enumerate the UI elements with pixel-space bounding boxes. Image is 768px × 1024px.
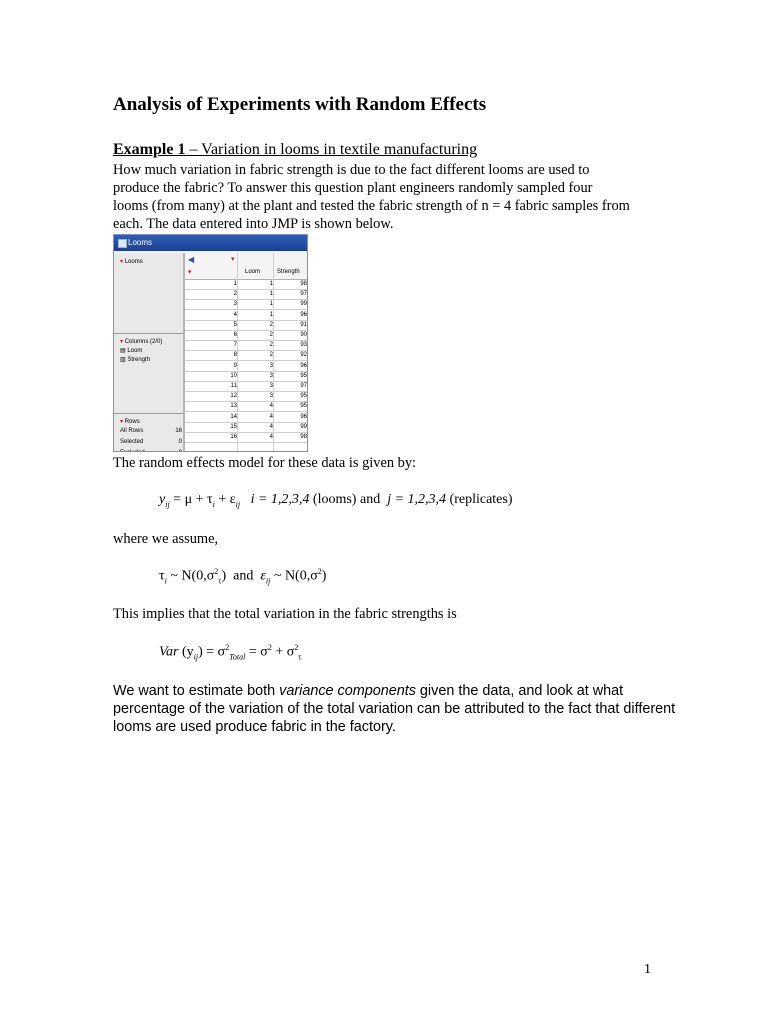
row-stat-label: All Rows (120, 428, 144, 434)
table-row[interactable] (185, 413, 308, 423)
row-number[interactable]: 2 (233, 291, 237, 298)
eq-term: ~ N(0,σ (270, 568, 318, 584)
closing-line: looms are used produce fabric in the factory. (113, 719, 396, 735)
table-row[interactable] (185, 290, 308, 300)
model-intro: The random effects model for these data is given by: (113, 455, 417, 471)
eq-text: (looms) and (309, 492, 384, 507)
example-text: Variation in looms in textile manufacturing (201, 141, 478, 158)
table-row[interactable] (185, 382, 308, 392)
eq-term: τ (159, 568, 165, 584)
eq-term: (y (178, 644, 194, 660)
strength-cell[interactable]: 98 (300, 281, 307, 287)
row-number[interactable]: 3 (233, 301, 237, 308)
strength-cell[interactable]: 95 (300, 403, 307, 410)
jmp-window-title: Looms (128, 238, 153, 247)
table-row[interactable] (185, 280, 308, 290)
grid-column-divider (273, 253, 274, 452)
page-title: Analysis of Experiments with Random Effects (113, 94, 487, 115)
example-dash: – (185, 141, 202, 158)
example-heading (113, 141, 477, 159)
eq-term: ε (260, 568, 266, 584)
intro-line: produce the fabric? To answer this question plant engineers randomly sampled four (113, 180, 593, 196)
row-stat-excluded (120, 450, 182, 452)
row-number[interactable]: 9 (233, 362, 237, 369)
strength-cell[interactable]: 95 (300, 372, 307, 379)
table-row[interactable] (185, 402, 308, 412)
table-panel-label: Looms (124, 259, 143, 265)
row-number[interactable]: 15 (230, 423, 237, 430)
table-row[interactable] (185, 392, 308, 402)
eq-superscript: 2 (317, 567, 322, 576)
row-stat-value: 16 (175, 428, 182, 434)
intro-line: looms (from many) at the plant and tested the fabric strength of n = 4 fabric samples from (113, 198, 630, 214)
jmp-data-window (113, 234, 308, 452)
loom-cell[interactable]: 2 (269, 342, 273, 349)
select-left-triangle-icon[interactable]: ◀ (188, 255, 195, 264)
table-row[interactable] (185, 372, 308, 382)
disclosure-triangle-icon[interactable]: ▾ (120, 419, 124, 425)
variance-equation (159, 643, 301, 661)
eq-subscript: ij (235, 499, 241, 509)
eq-term: Var (159, 644, 179, 660)
eq-term: + ε (214, 492, 236, 507)
example-label: Example 1 (113, 141, 186, 158)
table-row[interactable] (185, 300, 308, 310)
strength-cell[interactable]: 96 (300, 362, 307, 369)
eq-text: and (233, 568, 254, 584)
eq-term: = σ (245, 644, 268, 660)
rows-panel-header[interactable] (120, 418, 140, 425)
loom-cell[interactable]: 1 (269, 281, 273, 287)
jmp-side-panel (114, 253, 183, 452)
loom-cell[interactable]: 1 (269, 291, 273, 298)
eq-superscript: 2 (294, 643, 299, 652)
loom-cell[interactable]: 4 (269, 434, 273, 440)
row-number[interactable]: 14 (230, 413, 237, 420)
loom-cell[interactable]: 3 (269, 383, 273, 389)
row-number[interactable]: 12 (230, 393, 237, 400)
table-row[interactable] (185, 311, 308, 321)
closing-line: percentage of the variation of the total variation can be attributed to the fact that different (113, 701, 676, 717)
columns-panel-header[interactable] (120, 338, 162, 345)
row-number[interactable]: 5 (233, 321, 237, 328)
eq-subscript: τ (298, 652, 302, 662)
row-number[interactable]: 11 (230, 383, 237, 389)
intro-paragraph (113, 161, 661, 233)
table-row[interactable] (185, 321, 308, 331)
strength-cell[interactable]: 90 (300, 332, 307, 338)
closing-line (113, 682, 675, 700)
column-header-loom[interactable]: Loom (245, 269, 261, 275)
row-number[interactable]: 1 (233, 281, 237, 287)
loom-cell[interactable]: 4 (269, 403, 273, 410)
loom-cell[interactable]: 4 (269, 413, 273, 420)
eq-index-range: j = 1,2,3,4 (387, 492, 447, 507)
intro-line: each. The data entered into JMP is shown below. (113, 216, 394, 232)
nominal-column-icon: ▤ (120, 348, 126, 354)
panel-divider (114, 413, 183, 414)
row-stat-selected (120, 439, 182, 445)
eq-term: = μ + τ (169, 492, 213, 507)
strength-cell[interactable]: 92 (300, 352, 307, 359)
model-equation (159, 492, 513, 509)
row-number[interactable]: 7 (233, 342, 237, 349)
eq-index-range: i = 1,2,3,4 (250, 492, 310, 507)
panel-divider (114, 333, 183, 334)
intro-line: How much variation in fabric strength is due to the fact different looms are used to (113, 162, 590, 178)
column-item-loom[interactable] (120, 347, 142, 354)
page-number: 1 (644, 962, 651, 977)
eq-term: ) = σ (198, 644, 226, 660)
eq-subscript: i (212, 499, 215, 509)
loom-cell[interactable]: 1 (269, 311, 273, 318)
eq-subscript: i (164, 576, 167, 586)
disclosure-triangle-icon[interactable]: ▾ (120, 339, 124, 345)
loom-cell[interactable]: 2 (269, 332, 273, 338)
eq-subscript: Total (229, 652, 246, 662)
closing-emphasis: variance components (279, 683, 416, 699)
loom-cell[interactable]: 4 (269, 423, 273, 430)
eq-subscript: ij (193, 652, 199, 662)
row-number[interactable]: 10 (230, 372, 237, 379)
column-menu-triangle-icon[interactable]: ▾ (231, 256, 235, 263)
column-item-label: Loom (127, 348, 143, 354)
assumption-equation (159, 567, 326, 585)
loom-cell[interactable]: 2 (269, 321, 273, 328)
strength-cell[interactable]: 96 (300, 413, 307, 420)
closing-text: given the data, and look at what (415, 683, 624, 699)
loom-cell[interactable]: 1 (269, 301, 273, 308)
row-stat-label (120, 450, 145, 452)
eq-term: ) (221, 568, 227, 584)
table-row[interactable] (185, 423, 308, 433)
table-icon (118, 239, 127, 248)
row-stat-all (120, 428, 182, 434)
jmp-title-bar (114, 235, 307, 251)
eq-subscript: ij (265, 576, 271, 586)
eq-term: ~ N(0,σ (166, 568, 215, 584)
loom-cell[interactable]: 2 (269, 352, 273, 359)
eq-superscript: 2 (225, 643, 230, 652)
closing-paragraph (113, 682, 675, 736)
table-row[interactable] (185, 331, 308, 341)
assume-text: where we assume, (113, 531, 219, 547)
implies-text: This implies that the total variation in the fabric strengths is (113, 606, 457, 622)
table-row[interactable] (185, 341, 308, 351)
columns-panel-label: Columns (2/0) (124, 339, 163, 345)
strength-cell[interactable]: 95 (300, 393, 307, 400)
eq-superscript: 2 (267, 643, 272, 652)
row-number[interactable]: 4 (233, 311, 237, 318)
strength-cell[interactable]: 91 (300, 321, 307, 328)
strength-cell[interactable]: 99 (300, 423, 307, 430)
strength-cell[interactable]: 93 (300, 342, 307, 349)
loom-cell[interactable]: 3 (269, 393, 273, 400)
table-row[interactable] (185, 362, 308, 372)
row-menu-triangle-icon[interactable]: ▾ (188, 269, 192, 276)
loom-cell[interactable]: 3 (269, 372, 273, 379)
eq-subscript: τ (218, 576, 222, 586)
loom-cell[interactable]: 3 (269, 362, 273, 369)
eq-superscript: 2 (214, 567, 219, 576)
eq-subscript: ij (165, 499, 170, 509)
table-row[interactable] (185, 433, 308, 443)
row-number[interactable]: 16 (230, 434, 237, 440)
eq-term: y (159, 492, 166, 507)
continuous-column-icon: ▥ (120, 357, 126, 363)
row-stat-value (179, 450, 182, 452)
eq-text: (replicates) (446, 492, 513, 507)
column-item-strength[interactable] (120, 356, 150, 363)
row-stat-value: 0 (178, 439, 182, 445)
disclosure-triangle-icon[interactable]: ▾ (120, 259, 124, 265)
column-item-label: Strength (127, 357, 151, 363)
rows-panel-label: Rows (124, 419, 140, 425)
strength-cell[interactable]: 97 (300, 291, 307, 298)
grid-header (185, 253, 308, 280)
row-number[interactable]: 13 (230, 403, 237, 410)
grid-column-divider (237, 253, 238, 452)
table-panel-header[interactable] (120, 258, 143, 265)
data-grid (185, 253, 308, 452)
eq-term: ) (321, 568, 327, 584)
closing-text: We want to estimate both (113, 683, 280, 699)
eq-term: + σ (271, 644, 295, 660)
strength-cell[interactable]: 98 (300, 434, 307, 440)
column-header-strength[interactable]: Strength (277, 269, 300, 275)
strength-cell[interactable]: 97 (300, 383, 307, 389)
table-row[interactable] (185, 351, 308, 361)
row-number[interactable]: 8 (233, 352, 237, 359)
row-number[interactable]: 6 (233, 332, 237, 338)
strength-cell[interactable]: 99 (300, 301, 307, 308)
strength-cell[interactable]: 96 (300, 311, 307, 318)
row-stat-label: Selected (120, 439, 144, 445)
